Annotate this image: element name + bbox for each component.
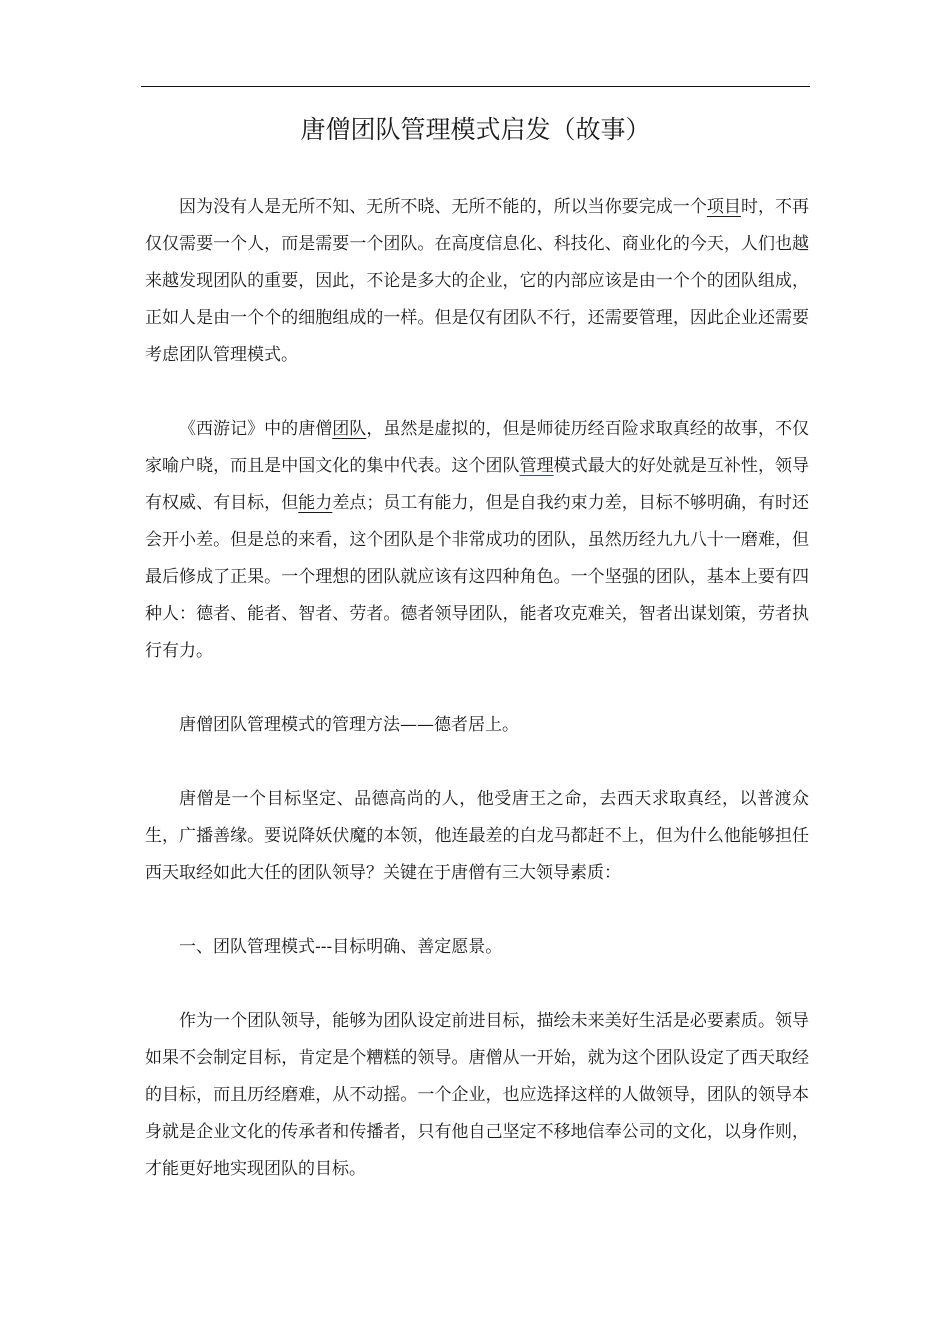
text-segment: 作为一个团队领导，能够为团队设定前进目标，描绘未来美好生活是必要素质。领导如果不会制定目标，肯定是个糟糕的领导。唐僧从一开始，就为这个团队设定了西天取经的目标，而且历经磨难，从不动摇。一个企业，也应选择这样的人做领导，团队的领导本身就是企业文化的传承者和传播者，只有他自己坚定不移地信奉公司的文化，以身作则，才能更好地实现团队的目标。	[145, 1011, 809, 1179]
document-title: 唐僧团队管理模式启发（故事）	[300, 115, 651, 144]
underlined-term-xiangmu: 项目	[706, 197, 741, 217]
document-body	[145, 189, 809, 1225]
paragraph-2	[145, 411, 809, 670]
text-segment: ，虽然是虚拟的，但是师徒历经百险求取真经的故事，不仅家喻户晓，而且是中国文化的集中代表。这个团队	[145, 419, 810, 476]
text-segment: 时，不再仅仅需要一个人，而是需要一个团队。在高度信息化、科技化、商业化的今天，人们也越来越发现团队的重要，因此，不论是多大的企业，它的内部应该是由一个个的团队组成，正如人是由一个个的细胞组成的一样。但是仅有团队不行，还需要管理，因此企业还需要考虑团队管理模式。	[145, 197, 810, 365]
text-segment: 唐僧是一个目标坚定、品德高尚的人，他受唐王之命，去西天求取真经，以普渡众生，广播善缘。要说降妖伏魔的本领，他连最差的白龙马都赶不上，但为什么他能够担任西天取经如此大任的团队领导？关键在于唐僧有三大领导素质：	[145, 789, 809, 883]
underlined-term-tuandui: 团队	[332, 419, 367, 439]
paragraph-1	[145, 189, 809, 374]
text-segment: 《西游记》中的唐僧	[179, 419, 333, 439]
text-segment: 因为没有人是无所不知、无所不晓、无所不能的，所以当你要完成一个	[179, 197, 707, 217]
paragraph-6	[145, 1003, 809, 1188]
underlined-term-guanli: 管理	[519, 456, 554, 476]
paragraph-5-heading	[145, 929, 809, 966]
header-rule	[141, 86, 810, 87]
text-segment: 一、团队管理模式---目标明确、善定愿景。	[179, 937, 503, 957]
paragraph-4	[145, 781, 809, 892]
paragraph-3	[145, 707, 809, 744]
text-segment: 模式最大的好处就是互补性，领导有权威、有目标，但	[145, 456, 810, 513]
underlined-term-nengli: 能力	[298, 493, 333, 513]
text-segment: 唐僧团队管理模式的管理方法——德者居上。	[179, 715, 519, 735]
text-segment: 差点；员工有能力，但是自我约束力差，目标不够明确，有时还会开小差。但是总的来看，这个团队是个非常成功的团队，虽然历经九九八十一磨难，但最后修成了正果。一个理想的团队就应该有这四种角色。一个坚强的团队，基本上要有四种人：德者、能者、智者、劳者。德者领导团队，能者攻克难关，智者出谋划策，劳者执行有力。	[145, 493, 810, 661]
